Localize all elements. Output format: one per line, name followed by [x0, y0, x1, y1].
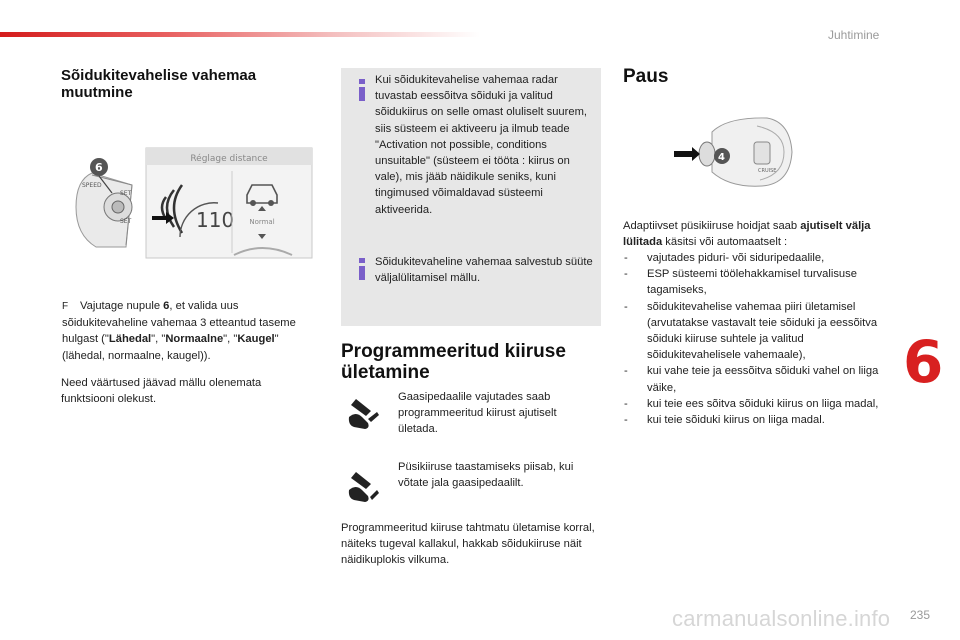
pause-title: Paus [623, 66, 669, 87]
svg-text:SPEED: SPEED [82, 182, 102, 189]
list-item: - vajutades piduri- või siduripedaalile, [623, 250, 887, 266]
svg-text:SET: SET [120, 218, 132, 225]
middle-section-title: Programmeeritud kiiruse ületamine [341, 341, 566, 383]
select-distance-instruction: F Vajutage nupule 6, et valida uus sõidukitevaheline vahemaa 3 etteantud taseme hulgast ("Lähedal", "Normaalne", "Kaugel" (lähedal, normaalne, kaugel)). [62, 300, 296, 362]
list-item: - kui teie ees sõitva sõiduki kiirus on liiga madal, [623, 396, 887, 412]
section-name: Juhtimine [828, 28, 880, 42]
page-number: 235 [910, 608, 931, 622]
accelerator-press-icon [346, 397, 380, 431]
pause-button-illustration [672, 112, 802, 192]
speed-readout: 110 [196, 208, 235, 232]
exceed-speed-text: Gaasipedaalile vajutades saab programmeeritud kiirust ajutiselt ületada. [398, 391, 557, 436]
memory-info-text: Sõidukitevaheline vahemaa salvestub süüte väljalülitamisel mällu. [375, 256, 593, 285]
radar-info-text: Kui sõidukitevahelise vahemaa radar tuvastab eessõitva sõiduki ja valitud sõidukiirus on selle omast oluliselt suurem, siis süsteem ei aktiveeru ja ilmub teade "Activation not possible, conditions unsuitable" (süsteem ei tööta : kiirus on vale), mis jääb näidikule seniks, kuni tingimused võimaldavad süsteemi aktiveerida. [375, 74, 588, 216]
info-icon [354, 258, 370, 280]
chapter-number: 6 [903, 328, 944, 396]
pause-intro: Adaptiivset püsikiiruse hoidjat saab ajutiselt välja lülitada käsitsi või automaatselt : [623, 220, 871, 249]
svg-text:SET: SET [120, 190, 132, 197]
info-icon [354, 79, 370, 101]
watermark: carmanualsonline.info [672, 606, 891, 631]
unintended-exceed-text: Programmeeritud kiiruse tahtmatu ületamise korral, näiteks tugeval kallakul, hakkab sõidukiiruse näit näidikuplokis vilkuma. [341, 522, 595, 567]
info-box [341, 68, 601, 326]
distance-setting-illustration [62, 145, 314, 260]
list-item: - ESP süsteemi töölehakkamisel turvalisuse tagamiseks, [623, 266, 887, 298]
bullet-f-icon: F [62, 301, 69, 312]
accelerator-release-icon [346, 470, 380, 504]
callout-6-label: 6 [95, 161, 103, 174]
memory-note: Need väärtused jäävad mällu olenemata funktsiooni olekust. [61, 377, 262, 406]
callout-4-label: 4 [718, 152, 725, 163]
left-section-title: Sõidukitevahelise vahemaa muutmine [61, 67, 257, 101]
list-item: - kui teie sõiduki kiirus on liiga madal. [623, 412, 887, 428]
mode-label: Normal [249, 218, 275, 226]
header-accent-bar [0, 32, 480, 37]
resume-speed-text: Püsikiiruse taastamiseks piisab, kui võtate jala gaasipedaalilt. [398, 461, 574, 490]
screen-title: Réglage distance [190, 154, 268, 164]
pause-conditions-list [623, 250, 887, 428]
svg-text:CRUISE: CRUISE [758, 168, 777, 174]
list-item: - kui vahe teie ja eessõitva sõiduki vahel on liiga väike, [623, 363, 887, 395]
list-item: - sõidukitevahelise vahemaa piiri ületamisel (arvutatakse vastavalt teie sõiduki ja eessõitva sõiduki kiiruse suhtele ja valitud sõidukitevahelisele vahemaale), [623, 299, 887, 364]
